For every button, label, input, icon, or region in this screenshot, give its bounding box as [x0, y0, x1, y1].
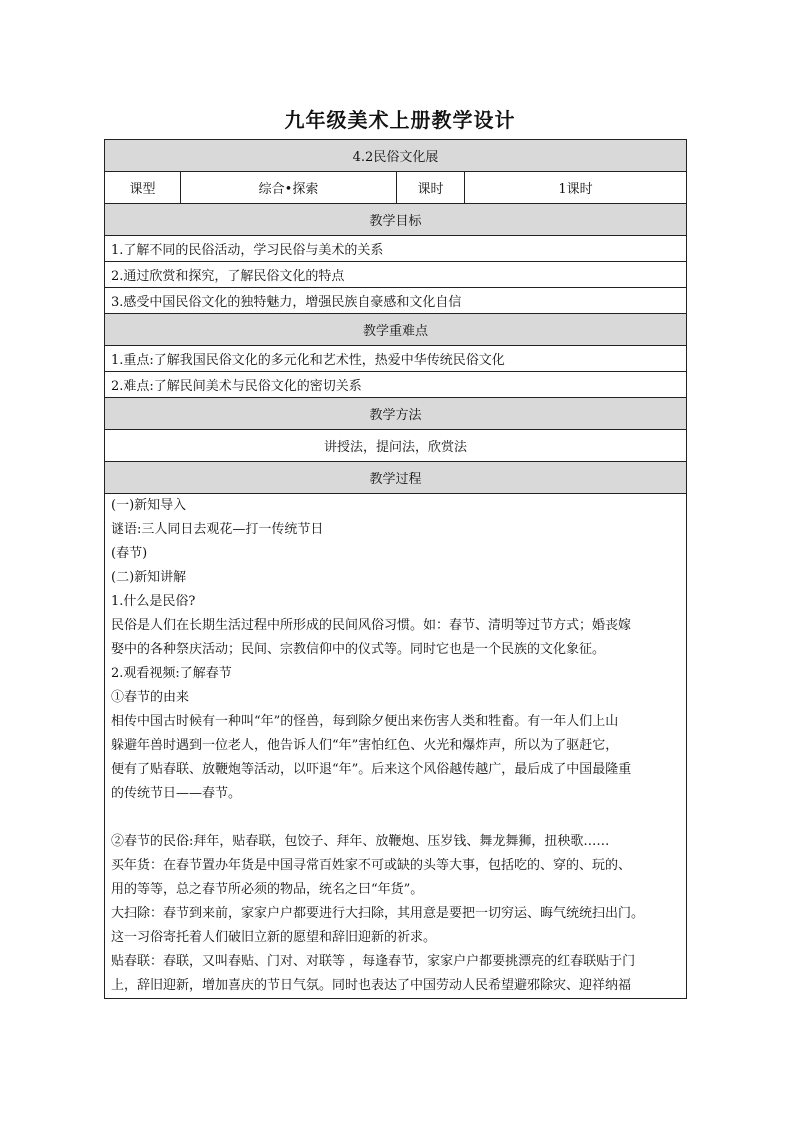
type-label: 课型: [105, 172, 181, 204]
key-point-item: 2.难点:了解民间美术与民俗文化的密切关系: [105, 372, 687, 398]
process-line: ①春节的由来: [111, 690, 190, 705]
process-line: 大扫除：春节到来前，家家户户都要进行大扫除，其用意是要把一切穷运、晦气统统扫出门。: [111, 906, 645, 921]
goal-row: [105, 262, 687, 288]
process-line: 2.观看视频:了解春节: [111, 666, 232, 681]
goal-row: [105, 236, 687, 262]
goals-header-row: [105, 204, 687, 236]
process-line: 这一习俗寄托着人们破旧立新的愿望和辞旧迎新的祈求。: [111, 930, 437, 945]
process-line: 上，辞旧迎新，增加喜庆的节日气氛。同时也表达了中国劳动人民希望避邪除灾、迎祥纳福: [111, 978, 632, 993]
methods-value: 讲授法，提问法，欣赏法: [105, 430, 687, 462]
process-line: 贴春联：春联，又叫春贴、门对、对联等 ，每逢春节，家家户户都要挑漂亮的红春联贴于门: [111, 954, 636, 969]
process-header: 教学过程: [105, 462, 687, 494]
process-line: (春节): [111, 546, 148, 561]
process-line: (一)新知导入: [111, 498, 187, 513]
goal-item: 1.了解不同的民俗活动，学习民俗与美术的关系: [105, 236, 687, 262]
process-line: 用的等等，总之春节所必须的物品，统名之曰“年货”。: [111, 882, 424, 897]
key-point-row: [105, 346, 687, 372]
process-header-row: [105, 462, 687, 494]
lesson-title-row: [105, 140, 687, 172]
type-value: 综合•探索: [181, 172, 397, 204]
hours-label: 课时: [397, 172, 465, 204]
process-line: 相传中国古时候有一种叫“年”的怪兽，每到除夕便出来伤害人类和牲畜。有一年人们上山: [111, 714, 619, 729]
process-line: 谜语:三人同日去观花—打一传统节日: [111, 522, 324, 537]
process-line: 1.什么是民俗?: [111, 594, 196, 609]
process-line: 躲避年兽时遇到一位老人，他告诉人们“年”害怕红色、火光和爆炸声，所以为了驱赶它，: [111, 738, 619, 753]
key-points-header-row: [105, 314, 687, 346]
key-point-row: [105, 372, 687, 398]
goal-item: 2.通过欣赏和探究，了解民俗文化的特点: [105, 262, 687, 288]
methods-row: [105, 430, 687, 462]
process-content: [105, 494, 687, 999]
process-line: 民俗是人们在长期生活过程中所形成的民间风俗习惯。如：春节、清明等过节方式；婚丧嫁: [111, 618, 632, 633]
methods-header: 教学方法: [105, 398, 687, 430]
info-row: [105, 172, 687, 204]
process-line: 的传统节日——春节。: [111, 786, 242, 801]
hours-value: 1课时: [465, 172, 687, 204]
goal-row: [105, 288, 687, 314]
process-row: [105, 494, 687, 999]
key-points-header: 教学重难点: [105, 314, 687, 346]
process-line: 娶中的各种祭庆活动；民间、宗教信仰中的仪式等。同时它也是一个民族的文化象征。: [111, 642, 606, 657]
lesson-title: 4.2民俗文化展: [105, 140, 687, 172]
process-line: (二)新知讲解: [111, 570, 187, 585]
process-line: 买年货：在春节置办年货是中国寻常百姓家不可或缺的头等大事，包括吃的、穿的、玩的、: [111, 858, 632, 873]
key-point-item: 1.重点:了解我国民俗文化的多元化和艺术性，热爱中华传统民俗文化: [105, 346, 687, 372]
methods-header-row: [105, 398, 687, 430]
document-title: 九年级美术上册教学设计: [284, 108, 516, 132]
goals-header: 教学目标: [105, 204, 687, 236]
goal-item: 3.感受中国民俗文化的独特魅力，增强民族自豪感和文化自信: [105, 288, 687, 314]
lesson-plan-table: [104, 139, 687, 999]
blank-line: [111, 806, 680, 830]
process-line: ②春节的民俗:拜年，贴春联，包饺子、拜年、放鞭炮、压岁钱、舞龙舞狮，扭秧歌……: [111, 834, 610, 849]
process-line: 便有了贴春联、放鞭炮等活动，以吓退“年”。后来这个风俗越传越广，最后成了中国最隆重: [111, 762, 632, 777]
